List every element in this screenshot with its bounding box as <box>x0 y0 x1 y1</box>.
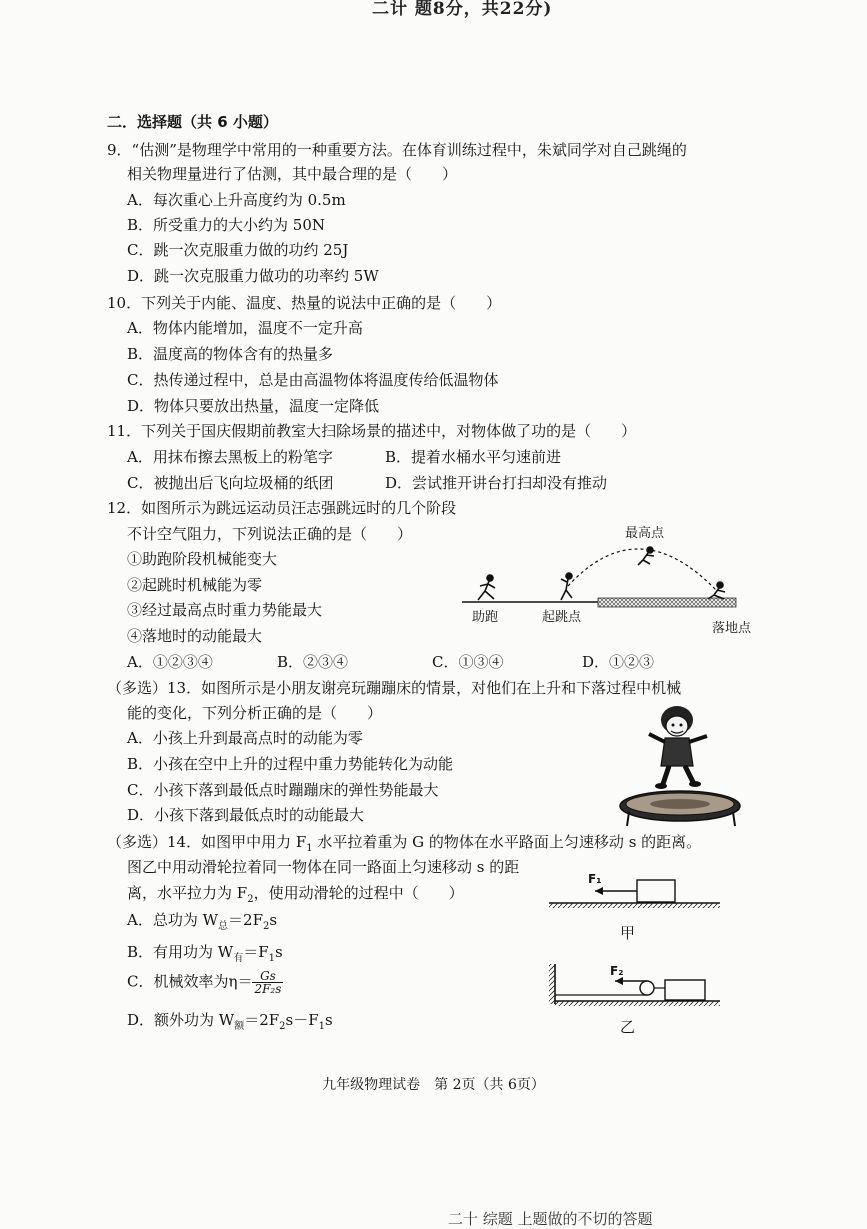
ground-hatch-jia <box>549 903 720 908</box>
q9-stem-line2: 相关物理量进行了估测，其中最合理的是（ ） <box>127 165 458 183</box>
q10-option-b: B．温度高的物体含有的热量多 <box>127 345 334 363</box>
q11-option-d: D．尝试推开讲台打扫却没有推动 <box>385 474 608 492</box>
label-jia: 甲 <box>620 924 636 942</box>
q10-option-d: D．物体只要放出热量，温度一定降低 <box>127 397 380 415</box>
q14-option-a: A．总功为 $W_总=2F_2s$ <box>127 911 278 932</box>
label-f1: F₁ <box>588 872 602 886</box>
q13-option-a: A．小孩上升到最高点时的动能为零 <box>127 729 363 747</box>
q13-option-d: D．小孩下落到最低点时的动能最大 <box>127 806 365 824</box>
q11-option-b: B．提着水桶水平匀速前进 <box>385 448 562 466</box>
q14-stem-line1: （多选）14．如图甲中用力 $F_1$ 水平拉着重为 G 的物体在水平路面上匀速移动 s 的距离。 <box>107 833 702 854</box>
label-landing-point: 落地点 <box>712 621 752 636</box>
q14-option-d: D．额外功为 $W_额=2F_2s-F_1s$ <box>127 1011 333 1032</box>
cut-off-bottom-text: 二十 综题 上题做的不切的答题 <box>448 1210 653 1228</box>
q14-stem-line3: 离，水平拉力为 $F_2$，使用动滑轮的过程中（ ） <box>127 884 464 905</box>
q13-stem-line2: 能的变化，下列分析正确的是（ ） <box>127 704 383 722</box>
q12-item-3: ③经过最高点时重力势能最大 <box>127 601 323 619</box>
q11-option-a: A．用抹布擦去黑板上的粉笔字 <box>127 448 333 466</box>
q10-stem: 10．下列关于内能、温度、热量的说法中正确的是（ ） <box>107 294 502 312</box>
cut-off-header: 二计 题8分，共22分) <box>372 0 553 19</box>
q12-option-d: D．①②③ <box>582 653 655 671</box>
jump-trajectory <box>568 549 716 590</box>
label-yi: 乙 <box>620 1018 636 1036</box>
ground-hatch-yi <box>555 1001 720 1006</box>
q11-stem: 11．下列关于国庆假期前教室大扫除场景的描述中，对物体做了功的是（ ） <box>107 422 637 440</box>
trampoline-icon <box>620 791 740 826</box>
q12-item-1: ①助跑阶段机械能变大 <box>127 550 278 568</box>
q12-item-2: ②起跳时机械能为零 <box>127 576 263 594</box>
q9-stem-line1: 9．“估测”是物理学中常用的一种重要方法。在体育训练过程中，朱斌同学对自己跳绳的 <box>107 141 687 159</box>
q12-item-4: ④落地时的动能最大 <box>127 627 263 645</box>
q12-stem-line2: 不计空气阻力，下列说法正确的是（ ） <box>127 525 413 543</box>
q12-option-c: C．①③④ <box>432 653 504 671</box>
figure-yi-pulley <box>545 960 725 1012</box>
wall-hatch <box>549 964 555 1004</box>
q12-stem-line1: 12．如图所示为跳远运动员汪志强跳远时的几个阶段 <box>107 499 457 517</box>
q9-option-c: C．跳一次克服重力做的功约 25J <box>127 241 349 259</box>
q13-option-b: B．小孩在空中上升的过程中重力势能转化为动能 <box>127 755 454 773</box>
q13-option-c: C．小孩下落到最低点时蹦蹦床的弹性势能最大 <box>127 781 439 799</box>
q14-option-b: B．有用功为 $W_有=F_1s$ <box>127 943 283 964</box>
label-takeoff-point: 起跳点 <box>542 610 582 625</box>
q9-option-a: A．每次重心上升高度约为 0.5m <box>127 191 346 209</box>
label-run-up: 助跑 <box>472 610 499 625</box>
label-highest-point: 最高点 <box>625 526 665 541</box>
q12-option-b: B．②③④ <box>277 653 349 671</box>
label-f2: F₂ <box>610 964 624 978</box>
efficiency-fraction: $\frac{Gs}{\text{2F₂s}}$ <box>254 969 282 996</box>
jumper-takeoff-icon <box>561 573 572 600</box>
q12-option-a: A．①②③④ <box>127 653 213 671</box>
q10-option-a: A．物体内能增加，温度不一定升高 <box>127 319 363 337</box>
figure-jia-direct-pull <box>545 866 725 914</box>
q9-option-d: D．跳一次克服重力做功的功率约 5W <box>127 267 379 285</box>
q11-option-c: C．被抛出后飞向垃圾桶的纸团 <box>127 474 334 492</box>
runner-icon <box>478 575 495 600</box>
q13-stem-line1: （多选）13．如图所示是小朋友谢亮玩蹦蹦床的情景，对他们在上升和下落过程中机械 <box>107 679 682 697</box>
q10-option-c: C．热传递过程中，总是由高温物体将温度传给低温物体 <box>127 371 499 389</box>
pulley-icon <box>640 981 654 995</box>
block-yi <box>665 980 705 1000</box>
trampoline-figure <box>615 700 755 830</box>
page-footer: 九年级物理试卷 第 2页（共 6页） <box>322 1077 545 1093</box>
sand-pit <box>598 598 736 607</box>
section-title: 二．选择题（共 6 小题） <box>107 113 278 131</box>
q9-option-b: B．所受重力的大小约为 50N <box>127 216 326 234</box>
q14-stem-line2: 图乙中用动滑轮拉着同一物体在同一路面上匀速移动 s 的距 <box>127 858 520 876</box>
child-jumping-icon <box>649 706 707 789</box>
block-jia <box>637 880 675 902</box>
jumper-top-icon <box>638 547 654 565</box>
q14-option-c: C．机械效率为η＝ $\frac{Gs}{\text{2F₂s}}$ <box>127 969 282 996</box>
